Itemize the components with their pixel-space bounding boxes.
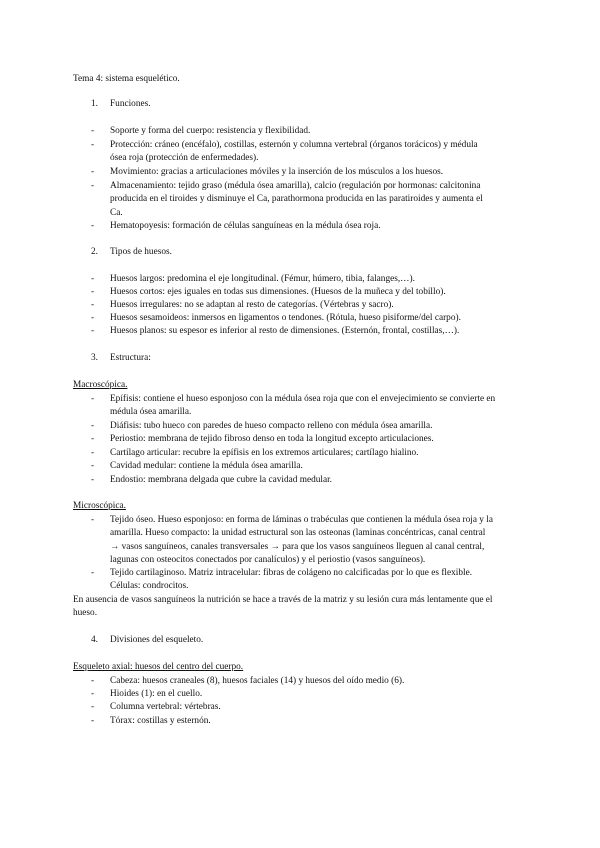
list-item-continuation: lagunas con osteocitos conectados por canalículos) y el periostio (vasos sanguíneos). <box>110 555 426 565</box>
subheading-macroscopica: Macroscópica. <box>73 380 128 390</box>
bullet: - <box>91 434 95 444</box>
bullet: - <box>91 326 95 336</box>
list-item-continuation: → vasos sanguíneos, canales transversales → para que los vasos sanguíneos lleguen al canal central, <box>110 542 485 552</box>
section-2-heading: Tipos de huesos. <box>110 247 172 257</box>
list-item: Cabeza: huesos craneales (8), huesos faciales (14) y huesos del oído medio (6). <box>110 676 405 686</box>
list-item: Tejido cartilaginoso. Matriz intracelular: fibras de colágeno no calcificadas por lo que es flexible. <box>110 568 473 578</box>
list-item-continuation: amarilla. Hueso compacto: la unidad estructural son las osteonas (laminas concéntricas, canal central <box>110 528 486 538</box>
bullet: - <box>91 287 95 297</box>
list-item: Endostio: membrana delgada que cubre la cavidad medular. <box>110 475 333 485</box>
subheading-microscopica: Microscópica. <box>73 501 126 511</box>
bullet: - <box>91 421 95 431</box>
list-item: Cartílago articular: recubre la epífisis en los extremos articulares; cartílago hialino. <box>110 448 419 458</box>
note-paragraph-continuation: hueso. <box>73 608 98 618</box>
section-3-number: 3. <box>91 353 98 363</box>
bullet: - <box>91 167 95 177</box>
list-item: Huesos largos: predomina el eje longitudinal. (Fémur, húmero, tibia, falanges,…). <box>110 274 415 284</box>
bullet: - <box>91 716 95 726</box>
section-1-heading: Funciones. <box>110 99 151 109</box>
bullet: - <box>91 274 95 284</box>
bullet: - <box>91 568 95 578</box>
list-item: Movimiento: gracias a articulaciones móviles y la inserción de los músculos a los huesos. <box>110 167 444 177</box>
list-item: Protección: cráneo (encéfalo), costillas, esternón y columna vertebral (órganos torácicos) y médula <box>110 140 478 150</box>
bullet: - <box>91 140 95 150</box>
list-item: Hematopoyesis: formación de células sanguíneas en la médula ósea roja. <box>110 221 381 231</box>
list-item: Epífisis: contiene el hueso esponjoso con la médula ósea roja que con el envejecimiento se convierte en <box>110 394 496 404</box>
subheading-esqueleto-axial: Esqueleto axial: huesos del centro del cuerpo. <box>73 662 244 672</box>
bullet: - <box>91 475 95 485</box>
list-item: Hioides (1): en el cuello. <box>110 689 203 699</box>
list-item: Cavidad medular: contiene la médula ósea amarilla. <box>110 461 303 471</box>
bullet: - <box>91 313 95 323</box>
list-item: Huesos sesamoideos: inmersos en ligamentos o tendones. (Rótula, hueso pisiforme/del carpo). <box>110 313 461 323</box>
bullet: - <box>91 702 95 712</box>
bullet: - <box>91 300 95 310</box>
bullet: - <box>91 448 95 458</box>
bullet: - <box>91 221 95 231</box>
bullet: - <box>91 515 95 525</box>
page-title: Tema 4: sistema esquelético. <box>73 74 180 84</box>
list-item: Huesos irregulares: no se adaptan al resto de categorías. (Vértebras y sacro). <box>110 300 394 310</box>
section-4-number: 4. <box>91 635 98 645</box>
section-3-heading: Estructura: <box>110 353 151 363</box>
note-paragraph: En ausencia de vasos sanguíneos la nutrición se hace a través de la matriz y su lesión cura más lentamente que el <box>73 595 493 605</box>
list-item: Diáfisis: tubo hueco con paredes de hueso compacto relleno con médula ósea amarilla. <box>110 421 433 431</box>
list-item: Columna vertebral: vértebras. <box>110 702 221 712</box>
list-item: Almacenamiento: tejido graso (médula ósea amarilla), calcio (regulación por hormonas: calcitonina <box>110 181 481 191</box>
list-item: Soporte y forma del cuerpo: resistencia y flexibilidad. <box>110 126 311 136</box>
section-1-number: 1. <box>91 99 98 109</box>
bullet: - <box>91 676 95 686</box>
list-item-continuation: Células: condrocitos. <box>110 581 189 591</box>
list-item-continuation: Ca. <box>110 208 123 218</box>
list-item: Huesos cortos: ejes iguales en todas sus dimensiones. (Huesos de la muñeca y del tobillo). <box>110 287 446 297</box>
list-item: Tejido óseo. Hueso esponjoso: en forma de láminas o trabéculas que contienen la médula ósea roja y la <box>110 515 493 525</box>
bullet: - <box>91 689 95 699</box>
section-2-number: 2. <box>91 247 98 257</box>
bullet: - <box>91 126 95 136</box>
bullet: - <box>91 394 95 404</box>
list-item: Huesos planos: su espesor es inferior al resto de dimensiones. (Esternón, frontal, costillas,…). <box>110 326 460 336</box>
list-item: Tórax: costillas y esternón. <box>110 716 211 726</box>
list-item-continuation: médula ósea amarilla. <box>110 407 192 417</box>
list-item-continuation: ósea roja (protección de enfermedades). <box>110 153 259 163</box>
list-item: Periostio: membrana de tejido fibroso denso en toda la longitud excepto articulaciones. <box>110 434 434 444</box>
bullet: - <box>91 461 95 471</box>
bullet: - <box>91 181 95 191</box>
list-item-continuation: producida en el tiroides y disminuye el Ca, parathormona producida en las paratiroides y aumenta el <box>110 194 483 204</box>
section-4-heading: Divisiones del esqueleto. <box>110 635 204 645</box>
